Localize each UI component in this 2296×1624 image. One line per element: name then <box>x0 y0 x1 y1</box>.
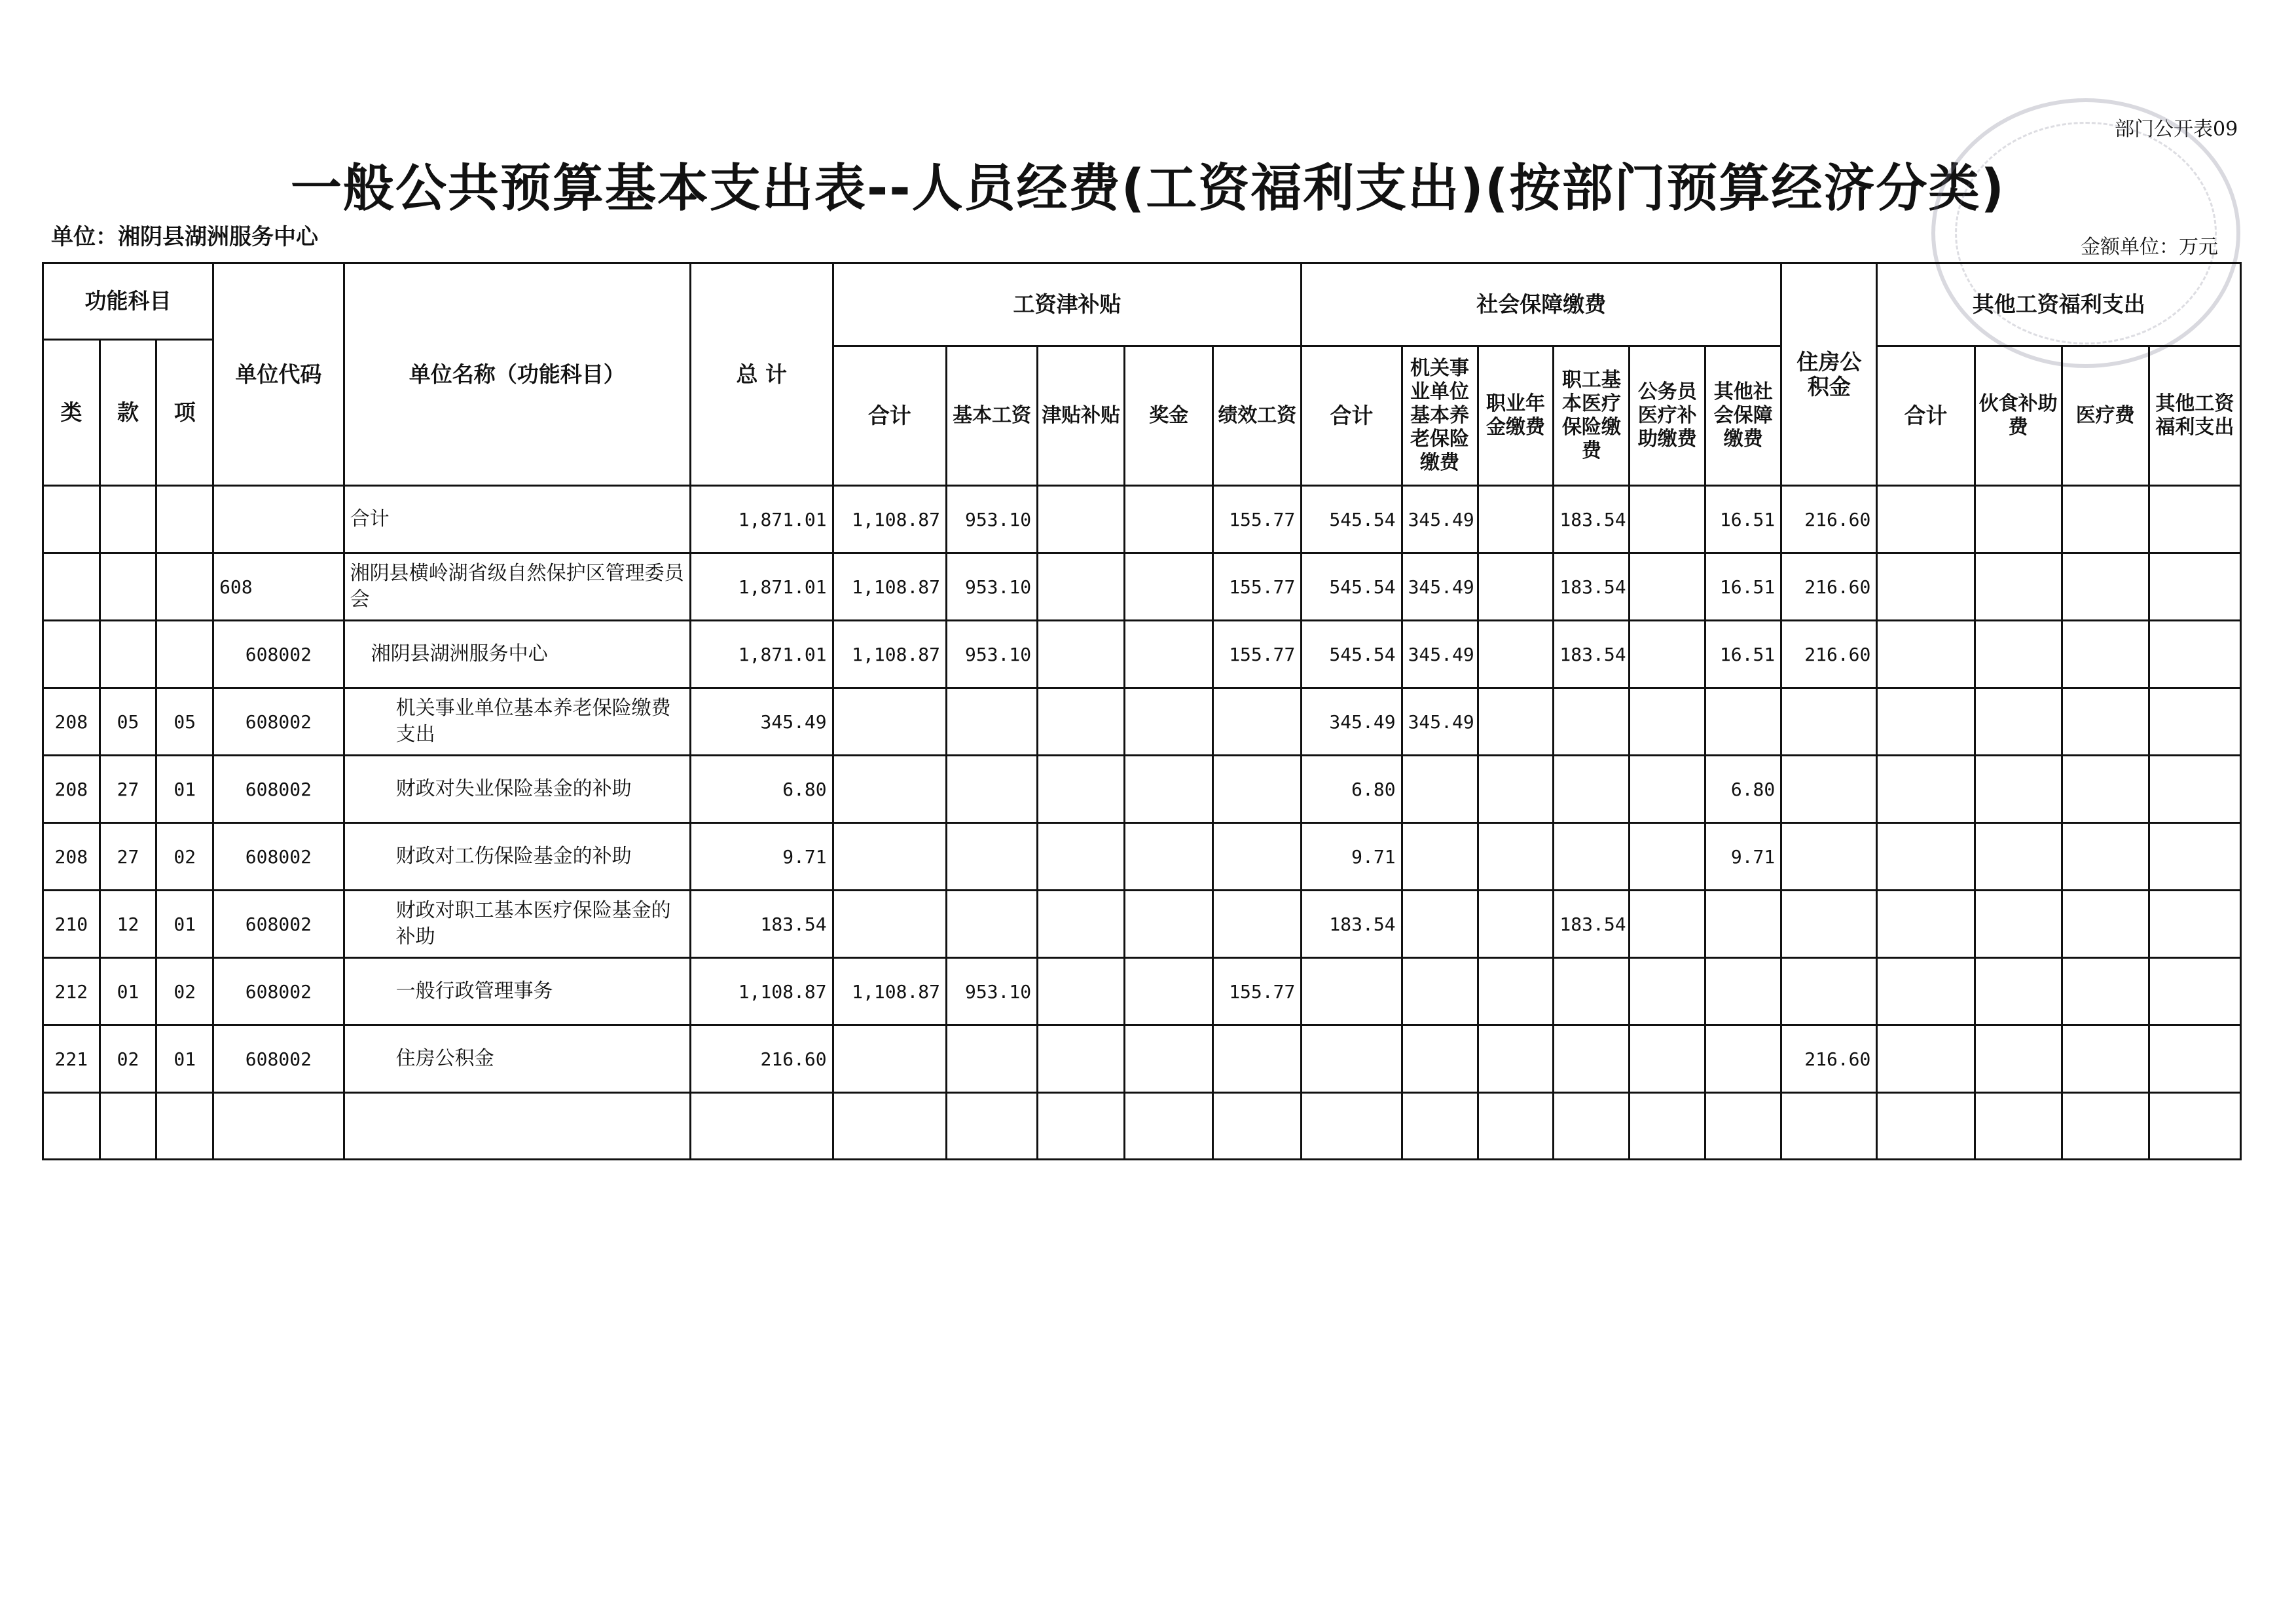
empty-cell <box>100 1093 156 1160</box>
cell-medical-fee <box>2062 958 2149 1025</box>
cell-pension <box>1402 823 1478 891</box>
empty-cell <box>1402 1093 1478 1160</box>
header-lei: 类 <box>43 340 100 486</box>
cell-kuan: 02 <box>100 1025 156 1093</box>
cell-meal-subsidy <box>1975 891 2062 958</box>
cell-code: 608002 <box>213 823 344 891</box>
cell-medical-fee <box>2062 486 2149 553</box>
cell-housing-fund <box>1781 958 1877 1025</box>
cell-meal-subsidy <box>1975 621 2062 688</box>
cell-pension <box>1402 958 1478 1025</box>
cell-bonus <box>1125 958 1213 1025</box>
cell-xiang: 02 <box>156 958 213 1025</box>
cell-civil-servant-medical <box>1630 621 1705 688</box>
header-medical-fee: 医疗费 <box>2062 346 2149 486</box>
cell-other-welfare <box>2149 621 2240 688</box>
cell-pension: 345.49 <box>1402 553 1478 621</box>
header-medical-insurance: 职工基本医疗保险缴费 <box>1554 346 1630 486</box>
cell-social-total: 545.54 <box>1302 621 1402 688</box>
cell-annuity <box>1478 621 1554 688</box>
cell-name: 机关事业单位基本养老保险缴费支出 <box>344 688 690 756</box>
cell-performance-wage: 155.77 <box>1213 553 1302 621</box>
cell-other-social: 9.71 <box>1705 823 1781 891</box>
cell-allowance <box>1038 553 1125 621</box>
cell-other-social <box>1705 891 1781 958</box>
cell-social-total: 183.54 <box>1302 891 1402 958</box>
header-total: 总 计 <box>690 263 833 486</box>
cell-meal-subsidy <box>1975 1025 2062 1093</box>
header-kuan: 款 <box>100 340 156 486</box>
cell-housing-fund <box>1781 688 1877 756</box>
cell-other-welfare <box>2149 553 2240 621</box>
cell-other-social <box>1705 958 1781 1025</box>
cell-other-social <box>1705 688 1781 756</box>
cell-annuity <box>1478 486 1554 553</box>
header-housing-fund: 住房公积金 <box>1781 263 1877 486</box>
header-other-total: 合计 <box>1877 346 1975 486</box>
cell-wage-total <box>833 823 946 891</box>
empty-cell <box>156 1093 213 1160</box>
cell-medical-insurance <box>1554 756 1630 823</box>
header-func-subject: 功能科目 <box>43 263 213 340</box>
header-bonus: 奖金 <box>1125 346 1213 486</box>
cell-other-welfare <box>2149 1025 2240 1093</box>
cell-kuan <box>100 553 156 621</box>
cell-xiang <box>156 621 213 688</box>
cell-medical-insurance: 183.54 <box>1554 553 1630 621</box>
cell-kuan <box>100 621 156 688</box>
empty-cell <box>344 1093 690 1160</box>
header-wage-group: 工资津补贴 <box>833 263 1302 346</box>
cell-meal-subsidy <box>1975 486 2062 553</box>
cell-other-total <box>1877 688 1975 756</box>
cell-lei: 208 <box>43 823 100 891</box>
cell-medical-insurance: 183.54 <box>1554 621 1630 688</box>
cell-bonus <box>1125 823 1213 891</box>
header-social-group: 社会保障缴费 <box>1302 263 1781 346</box>
cell-medical-insurance <box>1554 958 1630 1025</box>
table-row-total <box>43 486 2241 553</box>
header-annuity: 职业年金缴费 <box>1478 346 1554 486</box>
cell-housing-fund <box>1781 891 1877 958</box>
empty-cell <box>1213 1093 1302 1160</box>
table-row <box>43 688 2241 756</box>
cell-medical-insurance <box>1554 688 1630 756</box>
cell-medical-fee <box>2062 891 2149 958</box>
cell-performance-wage <box>1213 891 1302 958</box>
cell-medical-insurance: 183.54 <box>1554 891 1630 958</box>
cell-social-total: 545.54 <box>1302 486 1402 553</box>
cell-xiang: 01 <box>156 756 213 823</box>
cell-civil-servant-medical <box>1630 688 1705 756</box>
header-row-1 <box>43 263 2241 340</box>
cell-other-social <box>1705 1025 1781 1093</box>
cell-pension <box>1402 1025 1478 1093</box>
cell-bonus <box>1125 621 1213 688</box>
cell-name: 合计 <box>344 486 690 553</box>
cell-bonus <box>1125 688 1213 756</box>
cell-other-welfare <box>2149 486 2240 553</box>
cell-code: 608 <box>213 553 344 621</box>
cell-meal-subsidy <box>1975 958 2062 1025</box>
cell-name: 湘阴县湖洲服务中心 <box>344 621 690 688</box>
cell-code: 608002 <box>213 958 344 1025</box>
cell-kuan: 27 <box>100 823 156 891</box>
cell-name: 财政对失业保险基金的补助 <box>344 756 690 823</box>
cell-performance-wage: 155.77 <box>1213 958 1302 1025</box>
cell-wage-total <box>833 756 946 823</box>
cell-bonus <box>1125 486 1213 553</box>
empty-cell <box>1302 1093 1402 1160</box>
empty-cell <box>1975 1093 2062 1160</box>
cell-performance-wage: 155.77 <box>1213 486 1302 553</box>
cell-lei: 221 <box>43 1025 100 1093</box>
cell-total: 1,871.01 <box>690 621 833 688</box>
cell-pension: 345.49 <box>1402 486 1478 553</box>
cell-lei <box>43 486 100 553</box>
cell-wage-total <box>833 688 946 756</box>
cell-total: 1,108.87 <box>690 958 833 1025</box>
cell-other-total <box>1877 756 1975 823</box>
cell-code <box>213 486 344 553</box>
cell-bonus <box>1125 553 1213 621</box>
cell-medical-insurance: 183.54 <box>1554 486 1630 553</box>
cell-other-total <box>1877 891 1975 958</box>
cell-other-welfare <box>2149 823 2240 891</box>
cell-name: 一般行政管理事务 <box>344 958 690 1025</box>
empty-cell <box>213 1093 344 1160</box>
empty-cell <box>43 1093 100 1160</box>
empty-cell <box>1781 1093 1877 1160</box>
cell-kuan <box>100 486 156 553</box>
budget-table <box>42 262 2242 1160</box>
header-wage-total: 合计 <box>833 346 946 486</box>
cell-bonus <box>1125 891 1213 958</box>
cell-other-welfare <box>2149 891 2240 958</box>
cell-xiang: 01 <box>156 891 213 958</box>
cell-allowance <box>1038 958 1125 1025</box>
cell-bonus <box>1125 756 1213 823</box>
cell-total: 183.54 <box>690 891 833 958</box>
cell-social-total: 345.49 <box>1302 688 1402 756</box>
cell-social-total <box>1302 1025 1402 1093</box>
cell-other-social: 16.51 <box>1705 486 1781 553</box>
cell-annuity <box>1478 1025 1554 1093</box>
cell-lei: 208 <box>43 688 100 756</box>
cell-bonus <box>1125 1025 1213 1093</box>
cell-code: 608002 <box>213 688 344 756</box>
cell-xiang <box>156 486 213 553</box>
empty-cell <box>1125 1093 1213 1160</box>
header-pension: 机关事业单位基本养老保险缴费 <box>1402 346 1478 486</box>
cell-housing-fund: 216.60 <box>1781 1025 1877 1093</box>
empty-cell <box>690 1093 833 1160</box>
table-row-empty <box>43 1093 2241 1160</box>
cell-wage-total <box>833 891 946 958</box>
cell-medical-fee <box>2062 756 2149 823</box>
header-other-welfare: 其他工资福利支出 <box>2149 346 2240 486</box>
cell-lei: 212 <box>43 958 100 1025</box>
cell-housing-fund: 216.60 <box>1781 486 1877 553</box>
cell-other-social: 6.80 <box>1705 756 1781 823</box>
header-unit-name: 单位名称（功能科目） <box>344 263 690 486</box>
cell-lei: 210 <box>43 891 100 958</box>
cell-annuity <box>1478 553 1554 621</box>
cell-meal-subsidy <box>1975 688 2062 756</box>
cell-medical-insurance <box>1554 823 1630 891</box>
table-row <box>43 756 2241 823</box>
cell-civil-servant-medical <box>1630 823 1705 891</box>
empty-cell <box>947 1093 1038 1160</box>
empty-cell <box>2062 1093 2149 1160</box>
cell-allowance <box>1038 891 1125 958</box>
cell-performance-wage <box>1213 823 1302 891</box>
empty-cell <box>1705 1093 1781 1160</box>
cell-housing-fund: 216.60 <box>1781 621 1877 688</box>
cell-social-total: 9.71 <box>1302 823 1402 891</box>
cell-basic-wage <box>947 891 1038 958</box>
cell-housing-fund <box>1781 823 1877 891</box>
cell-performance-wage: 155.77 <box>1213 621 1302 688</box>
cell-basic-wage <box>947 823 1038 891</box>
cell-other-total <box>1877 621 1975 688</box>
cell-total: 1,871.01 <box>690 486 833 553</box>
cell-basic-wage <box>947 688 1038 756</box>
cell-code: 608002 <box>213 756 344 823</box>
cell-name: 财政对工伤保险基金的补助 <box>344 823 690 891</box>
cell-civil-servant-medical <box>1630 1025 1705 1093</box>
cell-other-total <box>1877 823 1975 891</box>
cell-wage-total <box>833 1025 946 1093</box>
cell-code: 608002 <box>213 1025 344 1093</box>
empty-cell <box>1877 1093 1975 1160</box>
cell-xiang: 01 <box>156 1025 213 1093</box>
cell-lei: 208 <box>43 756 100 823</box>
cell-basic-wage: 953.10 <box>947 958 1038 1025</box>
header-other-social: 其他社会保障缴费 <box>1705 346 1781 486</box>
header-xiang: 项 <box>156 340 213 486</box>
cell-housing-fund: 216.60 <box>1781 553 1877 621</box>
header-meal-subsidy: 伙食补助费 <box>1975 346 2062 486</box>
cell-allowance <box>1038 1025 1125 1093</box>
cell-civil-servant-medical <box>1630 756 1705 823</box>
cell-lei <box>43 553 100 621</box>
cell-total: 9.71 <box>690 823 833 891</box>
cell-pension <box>1402 756 1478 823</box>
table-row-department <box>43 553 2241 621</box>
cell-other-total <box>1877 486 1975 553</box>
table-row <box>43 1025 2241 1093</box>
cell-other-total <box>1877 553 1975 621</box>
cell-performance-wage <box>1213 688 1302 756</box>
cell-basic-wage <box>947 1025 1038 1093</box>
empty-cell <box>1478 1093 1554 1160</box>
cell-medical-fee <box>2062 553 2149 621</box>
cell-total: 6.80 <box>690 756 833 823</box>
cell-basic-wage: 953.10 <box>947 621 1038 688</box>
header-civil-servant-medical: 公务员医疗补助缴费 <box>1630 346 1705 486</box>
cell-other-welfare <box>2149 756 2240 823</box>
cell-xiang: 02 <box>156 823 213 891</box>
cell-performance-wage <box>1213 1025 1302 1093</box>
header-unit-code: 单位代码 <box>213 263 344 486</box>
empty-cell <box>1554 1093 1630 1160</box>
cell-pension: 345.49 <box>1402 688 1478 756</box>
cell-total: 1,871.01 <box>690 553 833 621</box>
cell-medical-fee <box>2062 621 2149 688</box>
cell-code: 608002 <box>213 621 344 688</box>
cell-kuan: 27 <box>100 756 156 823</box>
cell-xiang <box>156 553 213 621</box>
cell-other-total <box>1877 1025 1975 1093</box>
cell-basic-wage: 953.10 <box>947 486 1038 553</box>
empty-cell <box>833 1093 946 1160</box>
cell-civil-servant-medical <box>1630 891 1705 958</box>
cell-other-welfare <box>2149 688 2240 756</box>
empty-cell <box>1630 1093 1705 1160</box>
cell-wage-total: 1,108.87 <box>833 486 946 553</box>
cell-name: 财政对职工基本医疗保险基金的补助 <box>344 891 690 958</box>
money-unit-label: 金额单位：万元 <box>2081 236 2218 259</box>
header-other-welfare-group: 其他工资福利支出 <box>1877 263 2241 346</box>
cell-wage-total: 1,108.87 <box>833 553 946 621</box>
table-row <box>43 958 2241 1025</box>
cell-kuan: 05 <box>100 688 156 756</box>
cell-basic-wage <box>947 756 1038 823</box>
cell-meal-subsidy <box>1975 756 2062 823</box>
cell-civil-servant-medical <box>1630 486 1705 553</box>
cell-civil-servant-medical <box>1630 958 1705 1025</box>
header-allowance: 津贴补贴 <box>1038 346 1125 486</box>
table-row <box>43 891 2241 958</box>
cell-allowance <box>1038 688 1125 756</box>
cell-code: 608002 <box>213 891 344 958</box>
cell-civil-servant-medical <box>1630 553 1705 621</box>
cell-performance-wage <box>1213 756 1302 823</box>
cell-wage-total: 1,108.87 <box>833 621 946 688</box>
cell-lei <box>43 621 100 688</box>
cell-xiang: 05 <box>156 688 213 756</box>
cell-other-total <box>1877 958 1975 1025</box>
cell-allowance <box>1038 756 1125 823</box>
empty-cell <box>1038 1093 1125 1160</box>
cell-medical-fee <box>2062 1025 2149 1093</box>
cell-pension: 345.49 <box>1402 621 1478 688</box>
cell-other-social: 16.51 <box>1705 621 1781 688</box>
cell-total: 345.49 <box>690 688 833 756</box>
cell-annuity <box>1478 688 1554 756</box>
cell-social-total <box>1302 958 1402 1025</box>
cell-annuity <box>1478 891 1554 958</box>
cell-total: 216.60 <box>690 1025 833 1093</box>
header-performance-wage: 绩效工资 <box>1213 346 1302 486</box>
cell-kuan: 01 <box>100 958 156 1025</box>
cell-meal-subsidy <box>1975 823 2062 891</box>
form-number: 部门公开表09 <box>2115 118 2238 141</box>
table-row <box>43 823 2241 891</box>
cell-other-social: 16.51 <box>1705 553 1781 621</box>
cell-annuity <box>1478 958 1554 1025</box>
cell-social-total: 6.80 <box>1302 756 1402 823</box>
cell-name: 住房公积金 <box>344 1025 690 1093</box>
table-row-unit <box>43 621 2241 688</box>
cell-allowance <box>1038 486 1125 553</box>
cell-kuan: 12 <box>100 891 156 958</box>
cell-annuity <box>1478 756 1554 823</box>
cell-medical-insurance <box>1554 1025 1630 1093</box>
cell-name: 湘阴县横岭湖省级自然保护区管理委员会 <box>344 553 690 621</box>
cell-other-welfare <box>2149 958 2240 1025</box>
page-title: 一般公共预算基本支出表--人员经费(工资福利支出)(按部门预算经济分类) <box>290 159 2006 218</box>
cell-allowance <box>1038 823 1125 891</box>
cell-social-total: 545.54 <box>1302 553 1402 621</box>
cell-medical-fee <box>2062 688 2149 756</box>
header-basic-wage: 基本工资 <box>947 346 1038 486</box>
cell-basic-wage: 953.10 <box>947 553 1038 621</box>
unit-label: 单位：湘阴县湖洲服务中心 <box>51 224 318 250</box>
cell-meal-subsidy <box>1975 553 2062 621</box>
empty-cell <box>2149 1093 2240 1160</box>
cell-annuity <box>1478 823 1554 891</box>
cell-housing-fund <box>1781 756 1877 823</box>
cell-medical-fee <box>2062 823 2149 891</box>
header-social-total: 合计 <box>1302 346 1402 486</box>
cell-pension <box>1402 891 1478 958</box>
cell-wage-total: 1,108.87 <box>833 958 946 1025</box>
cell-allowance <box>1038 621 1125 688</box>
